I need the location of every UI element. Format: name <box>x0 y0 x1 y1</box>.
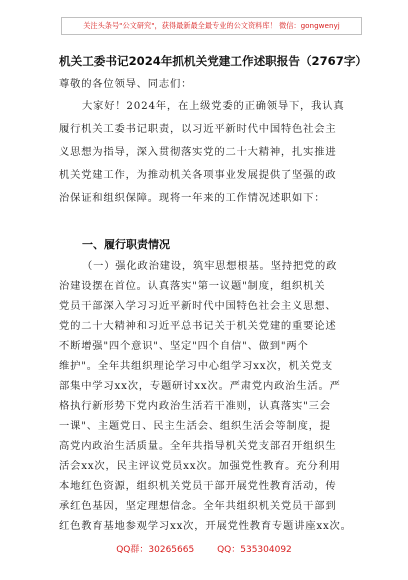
paragraph-line: 义思想为指导，深入贯彻落实党的二十大精神，扎实推进 <box>59 146 337 158</box>
paragraph-line: 本地红色资源，组织机关党员干部开展党性教育活动，传 <box>59 480 337 492</box>
paragraph-line: 大家好！2024年，在上级党委的正确领导下，我认真 <box>82 100 345 112</box>
footer <box>0 542 408 555</box>
paragraph-line: 党的二十大精神和习近平总书记关于机关党建的重要论述 <box>59 320 337 332</box>
paragraph-line: 维护"。全年共组织理论学习中心组学习xx次，机关党支 <box>59 360 333 372</box>
paragraph-line: 格执行新形势下党内政治生活若干准则，认真落实"三会 <box>59 400 331 412</box>
paragraph-line: 高党内政治生活质量。全年共指导机关党支部召开组织生 <box>59 440 337 452</box>
salutation: 尊敬的各位领导、同志们： <box>59 78 193 90</box>
paragraph-line: （一）强化政治建设，筑牢思想根基。坚持把党的政 <box>82 260 338 272</box>
document-title: 机关工委书记2024年抓机关党建工作述职报告（2767字） <box>59 54 368 68</box>
paragraph-line: 党员干部深入学习习近平新时代中国特色社会主义思想、 <box>59 300 337 312</box>
paragraph-line: 部集中学习xx次，专题研讨xx次。严肃党内政治生活。严 <box>59 380 341 392</box>
paragraph-line: 红色教育基地参观学习xx次，开展党性教育专题讲座xx次。 <box>59 520 352 532</box>
paragraph-line: 承红色基因，坚定理想信念。全年共组织机关党员干部到 <box>59 500 337 512</box>
footer-qq: QQ：535304092 <box>217 545 292 555</box>
paragraph-line: 履行机关工委书记职责，以习近平新时代中国特色社会主 <box>59 123 337 135</box>
paragraph-line: 活会xx次，民主评议党员xx次。加强党性教育。充分利用 <box>59 460 341 472</box>
paragraph-line: 不断增强"四个意识"、坚定"四个自信"、做到"两个 <box>59 340 309 352</box>
paragraph-line: 治建设摆在首位。认真落实"第一议题"制度，组织机关 <box>59 280 326 292</box>
section-heading: 一、履行职责情况 <box>82 238 170 251</box>
paragraph-line: 治保证和组织保障。现将一年来的工作情况述职如下： <box>59 192 326 204</box>
paragraph-line: 机关党建工作，为推动机关各项事业发展提供了坚强的政 <box>59 169 337 181</box>
paragraph-line: 一课"、主题党日、民主生活会、组织生活会等制度，提 <box>59 420 331 432</box>
footer-qq-group: QQ群：30265665 <box>116 545 195 555</box>
header-banner: 关注头条号"公文研究"，获得最新最全最专业的公文资料库！ 微信：gongwenyj <box>61 17 362 35</box>
